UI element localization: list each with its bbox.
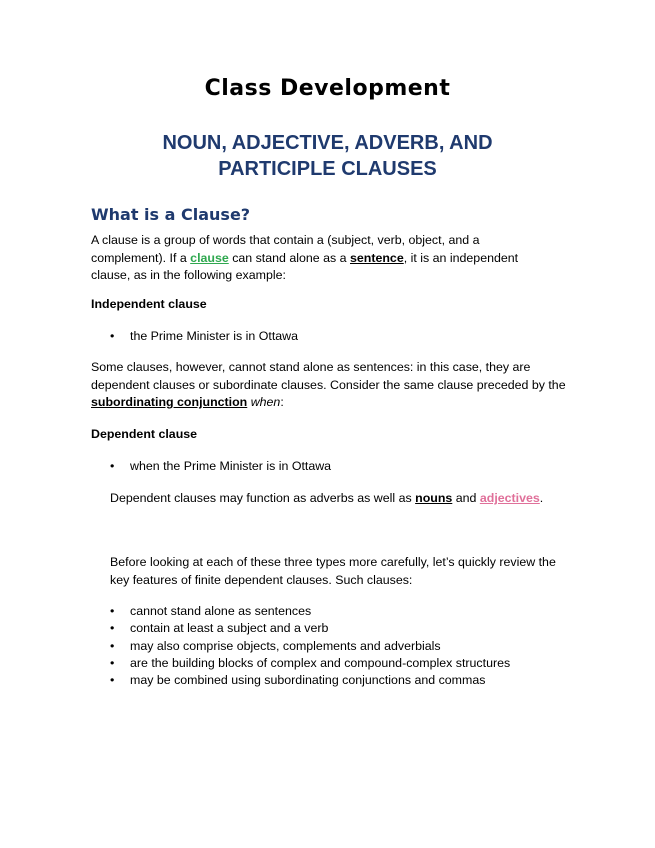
function-text-1: Dependent clauses may function as adverbs as well as bbox=[110, 491, 416, 505]
list-item bbox=[110, 603, 510, 620]
sentence-link[interactable]: sentence bbox=[350, 250, 404, 265]
bullet: • bbox=[110, 329, 115, 343]
feature-item: contain at least a subject and a verb bbox=[130, 621, 329, 636]
dependent-example: when the Prime Minister is in Ottawa bbox=[130, 459, 332, 473]
function-text-3: . bbox=[539, 491, 544, 505]
intro-text-3: , it is an independent clause, as in the following example: bbox=[91, 250, 519, 282]
features-list bbox=[110, 603, 510, 689]
list-item bbox=[110, 620, 510, 637]
function-paragraph bbox=[110, 490, 570, 508]
nouns-link[interactable]: nouns bbox=[415, 491, 453, 505]
feature-item: may also comprise objects, complements and adverbials bbox=[130, 638, 441, 653]
bullet: • bbox=[110, 621, 115, 636]
dependent-clause-heading: Dependent clause bbox=[91, 427, 198, 441]
review-paragraph: Before looking at each of these three types more carefully, let’s quickly review the key features of finite dependent clauses. Such clauses: bbox=[110, 555, 556, 587]
feature-item: cannot stand alone as sentences bbox=[130, 604, 312, 618]
document-subtitle bbox=[0, 130, 655, 182]
intro-paragraph bbox=[91, 232, 531, 285]
dependent-example-list bbox=[110, 458, 331, 475]
list-item bbox=[110, 638, 510, 655]
feature-item: are the building blocks of complex and compound-complex structures bbox=[130, 655, 511, 670]
bullet: • bbox=[110, 673, 115, 688]
subtitle-line-2: PARTICIPLE CLAUSES bbox=[218, 158, 437, 180]
adjectives-link[interactable]: adjectives bbox=[479, 491, 540, 505]
italic-word-when: when bbox=[250, 395, 281, 409]
subordinate-paragraph bbox=[91, 359, 566, 412]
bullet: • bbox=[110, 604, 115, 618]
intro-text-1: A clause is a group of words that contain a (subject, verb, object, and a complement). If a bbox=[91, 233, 480, 265]
list-item bbox=[110, 655, 510, 672]
middle-text-3: : bbox=[280, 395, 284, 409]
clause-link[interactable]: clause bbox=[190, 250, 229, 265]
independent-example: the Prime Minister is in Ottawa bbox=[130, 329, 299, 343]
subordinating-conjunction-link[interactable]: subordinating conjunction bbox=[91, 395, 248, 409]
list-item bbox=[110, 672, 510, 689]
independent-clause-heading: Independent clause bbox=[91, 297, 207, 311]
function-text-2: and bbox=[452, 491, 480, 505]
subtitle-line-1: NOUN, ADJECTIVE, ADVERB, AND bbox=[162, 132, 493, 154]
independent-example-list bbox=[110, 328, 298, 345]
list-item bbox=[110, 458, 331, 475]
feature-item: may be combined using subordinating conjunctions and commas bbox=[130, 673, 486, 688]
bullet: • bbox=[110, 638, 115, 653]
middle-text-1: Some clauses, however, cannot stand alone as sentences: in this case, they are dependent clauses or subordinate clauses. Consider the same clause preceded by the bbox=[91, 360, 566, 392]
document-title: Class Development bbox=[204, 76, 451, 101]
section-heading: What is a Clause? bbox=[91, 205, 251, 224]
bullet: • bbox=[110, 655, 115, 670]
intro-text-2: can stand alone as a bbox=[228, 250, 350, 265]
list-item bbox=[110, 328, 298, 345]
bullet: • bbox=[110, 459, 115, 473]
